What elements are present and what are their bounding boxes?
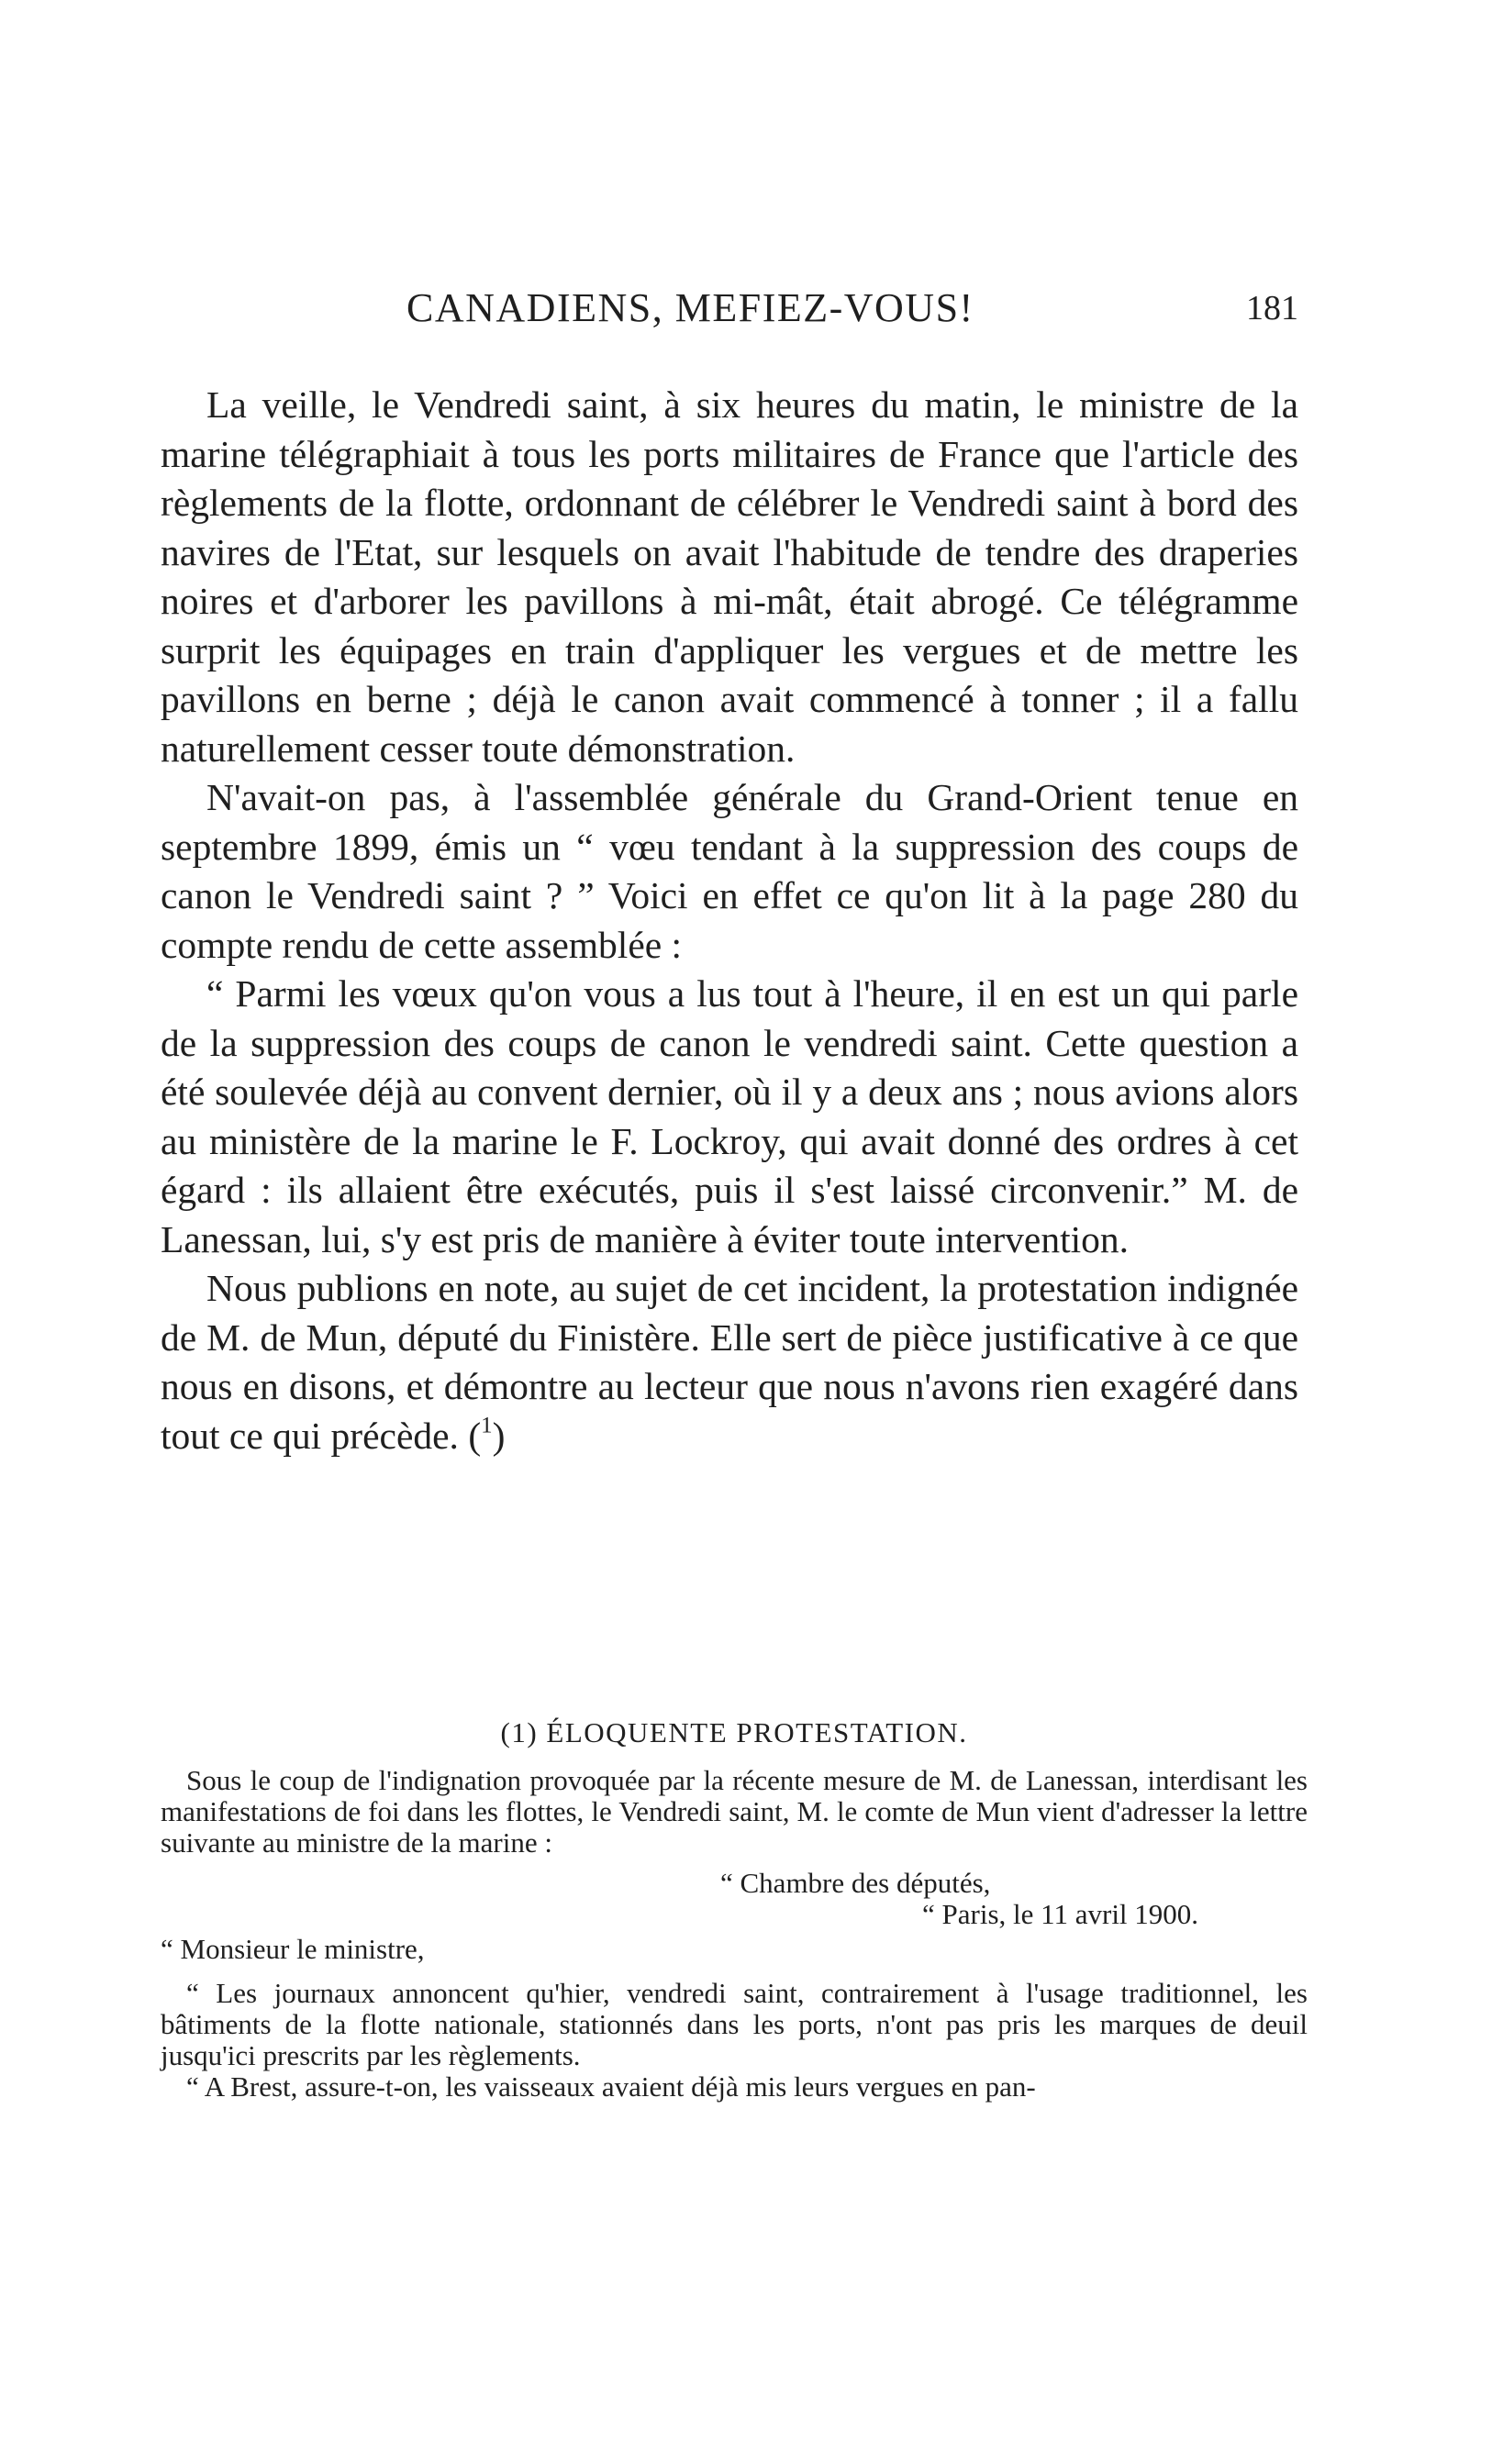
footnote [161, 1717, 1308, 2103]
footnote-intro: Sous le coup de l'indignation provoquée par la récente mesure de M. de Lanessan, interdisant les manifestations de foi dans les flottes, le Vendredi saint, M. le comte de Mun vient d'adresser la lettre suivante au ministre de la marine : [161, 1764, 1308, 1859]
paragraph: N'avait-on pas, à l'assemblée générale du Grand-Orient tenue en septembre 1899, émis un “ vœu tendant à la suppression des coups de canon le Vendredi saint ? ” Voici en effet ce qu'on lit à la page 280 du compte rendu de cette assemblée : [161, 776, 1298, 966]
page-number: 181 [1246, 289, 1298, 327]
letter-salutation: “ Monsieur le ministre, [161, 1933, 425, 1965]
paragraph-with-note-ref [161, 1264, 1298, 1460]
note-ref-open: ( [458, 1414, 482, 1457]
letter-place: “ Chambre des députés, [720, 1867, 991, 1899]
page-header [161, 275, 1298, 349]
running-title: CANADIENS, MEFIEZ-VOUS! [406, 285, 974, 330]
note-ref-close: ) [492, 1414, 506, 1457]
letter-date: “ Paris, le 11 avril 1900. [922, 1898, 1199, 1930]
paragraph: La veille, le Vendredi saint, à six heures du matin, le ministre de la marine télégraphiait à tous les ports militaires de France que l'article des règlements de la flotte, ordonnant de célébrer le Vendredi saint à bord des navires de l'Etat, sur lesquels on avait l'habitude de tendre des draperies noires et d'arborer les pavillons à mi-mât, était abrogé. Ce télégramme surprit les équipages en train d'appliquer les vergues et de mettre les pavillons en berne ; déjà le canon avait commencé à tonner ; il a fallu naturellement cesser toute démonstration. [161, 383, 1298, 770]
letter-paragraph: “ A Brest, assure-t-on, les vaisseaux avaient déjà mis leurs vergues en pan- [186, 2070, 1036, 2103]
paragraph-text: Nous publions en note, au sujet de cet incident, la protestation indignée de M. de Mun, député du Finistère. Elle sert de pièce justificative à ce que nous en disons, et démontre au lecteur que nous n'avons rien exagéré dans tout ce qui précède. [161, 1267, 1298, 1457]
main-text [161, 381, 1298, 1460]
letter-paragraph: “ Les journaux annoncent qu'hier, vendredi saint, contrairement à l'usage traditionnel, les bâtiments de la flotte nationale, stationnés dans les ports, n'ont pas pris les marques de deuil jusqu'ici prescrits par les règlements. [161, 1977, 1308, 2071]
footnote-reference: 1 [481, 1413, 493, 1438]
footnote-title: (1) ÉLOQUENTE PROTESTATION. [500, 1716, 968, 1748]
quotation-paragraph: “ Parmi les vœux qu'on vous a lus tout à l'heure, il en est un qui parle de la suppression des coups de canon le vendredi saint. Cette question a été soulevée déjà au convent dernier, où il y a deux ans ; nous avions alors au ministère de la marine le F. Lockroy, qui avait donné des ordres à cet égard : ils allaient être exécutés, puis il s'est laissé circonvenir.” M. de Lanessan, lui, s'y est pris de manière à éviter toute intervention. [161, 972, 1298, 1260]
